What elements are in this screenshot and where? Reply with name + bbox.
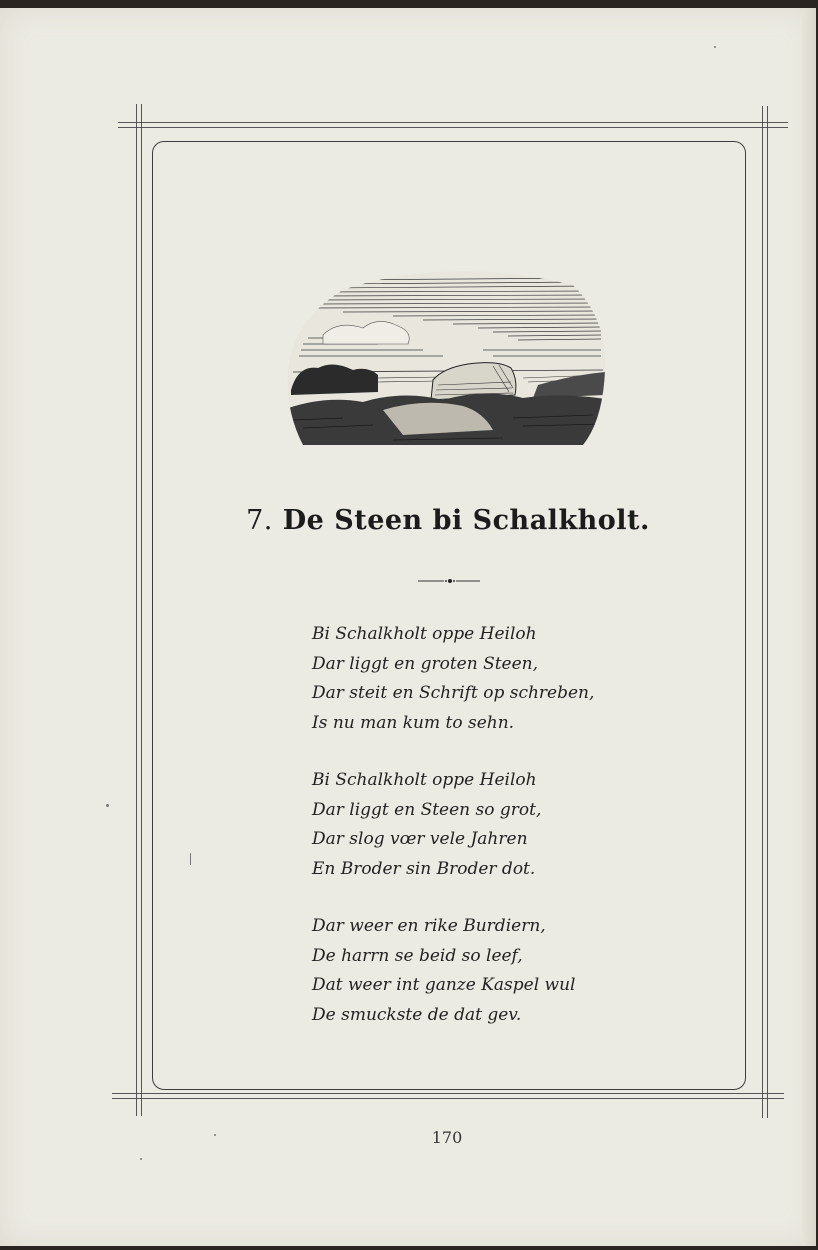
poem-title (150, 505, 746, 536)
poem-line: Dar liggt en Steen so grot, (312, 799, 542, 820)
paper-speck (214, 1134, 216, 1136)
frame-right-line-1 (762, 106, 763, 1118)
poem-line: En Broder sin Broder dot. (312, 858, 536, 879)
paper-speck (140, 1158, 142, 1160)
frame-left-line-1 (136, 104, 137, 1116)
poem-line: Dar steit en Schrift op schreben, (312, 683, 595, 703)
paper-speck (714, 46, 716, 48)
poem-line: Bi Schalkholt oppe Heiloh (312, 624, 537, 644)
stanza-3 (312, 912, 692, 1030)
paper-speck (106, 804, 109, 807)
poem-line: Dar slog vœr vele Jahren (312, 829, 528, 849)
poem-line: Is nu man kum to sehn. (312, 712, 515, 733)
title-ornament (416, 574, 482, 588)
stanza-2 (312, 766, 692, 884)
frame-bottom-line-2 (112, 1098, 784, 1099)
frame-right-line-2 (767, 106, 768, 1118)
poem-line: Dar weer en rike Burdiern, (312, 916, 546, 936)
stanza-1 (312, 620, 692, 738)
poem-title-text: De Steen bi Schalkholt. (282, 505, 650, 536)
page-number: 170 (431, 1128, 463, 1147)
poem-line: De smuckste de dat gev. (312, 1004, 522, 1025)
poem-line: Dar liggt en groten Steen, (312, 653, 539, 674)
frame-top-line-2 (118, 127, 788, 128)
page-edge (802, 8, 816, 1246)
frame-left-line-2 (141, 104, 142, 1116)
paper-speck (190, 853, 191, 865)
landscape-engraving (283, 260, 613, 455)
frame-bottom-line-1 (112, 1093, 784, 1094)
poem-body (312, 620, 692, 1058)
poem-line: Bi Schalkholt oppe Heiloh (312, 770, 537, 790)
book-page (0, 8, 816, 1246)
poem-number: 7. (246, 505, 273, 536)
frame-top-line-1 (118, 122, 788, 123)
poem-line: Dat weer int ganze Kaspel wul (312, 975, 576, 995)
poem-line: De harrn se beid so leef, (312, 945, 523, 966)
